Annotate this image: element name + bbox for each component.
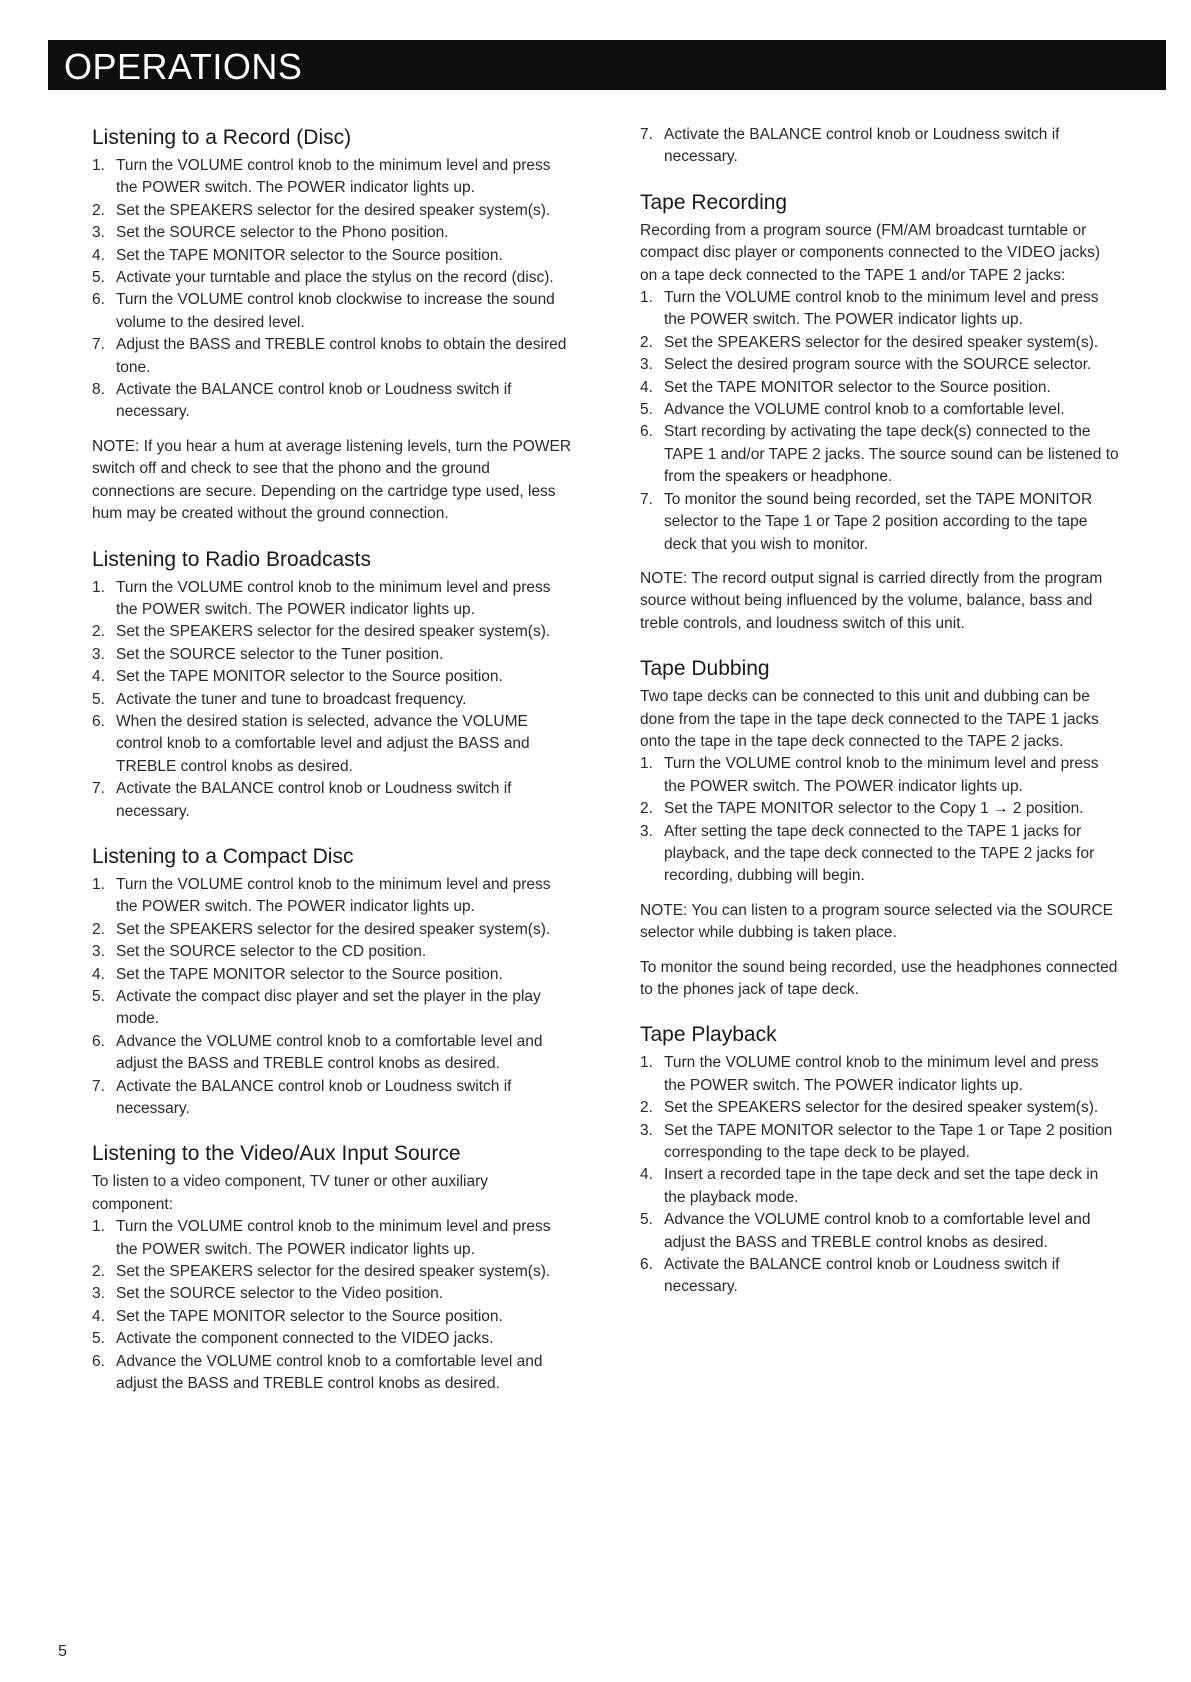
section-title: Tape Playback: [640, 1023, 777, 1047]
step-number: 1.: [640, 1054, 653, 1072]
step-item: [92, 222, 572, 244]
step-text: Set the SOURCE selector to the Video position.: [116, 1285, 444, 1303]
step-number: 7.: [640, 126, 653, 143]
step-text: Activate the BALANCE control knob or Loudness switch if necessary.: [116, 780, 512, 820]
step-item: [640, 1052, 1120, 1097]
step-text: When the desired station is selected, advance the VOLUME control knob to a comfortable level and adjust the BASS and TREBLE control knobs as desired.: [116, 712, 530, 775]
step-text: Set the SPEAKERS selector for the desired speaker system(s).: [664, 1099, 1099, 1117]
step-item: [92, 1351, 572, 1396]
note-label: NOTE:: [640, 901, 688, 919]
step-item: [92, 666, 572, 688]
steps-list: [92, 874, 572, 1120]
step-number: 4.: [92, 965, 105, 983]
step-item: [92, 200, 572, 222]
step-item: [92, 1031, 572, 1076]
step-item: [640, 821, 1120, 888]
section-listening-to-radio-broadcasts: [92, 546, 572, 823]
step-number: 7.: [92, 1077, 105, 1095]
note-label: NOTE:: [92, 437, 140, 455]
step-item: [92, 289, 572, 334]
step-item: [92, 1076, 572, 1121]
step-number: 3.: [640, 822, 653, 840]
step-item: [640, 377, 1120, 399]
step-number: 5.: [640, 1211, 653, 1229]
step-text: After setting the tape deck connected to the TAPE 1 jacks for playback, and the tape deck connected to the TAPE 2 jacks for recording, dubbing will begin.: [664, 822, 1095, 885]
step-number: 2.: [640, 333, 653, 351]
step-item: [640, 287, 1120, 332]
step-text: Set the TAPE MONITOR selector to the Source position.: [664, 378, 1051, 396]
steps-list: [92, 1216, 572, 1395]
step-number: 4.: [640, 378, 653, 396]
step-text: Activate the BALANCE control knob or Loudness switch if necessary.: [664, 1256, 1060, 1296]
step-item: [92, 778, 572, 823]
step-number: 2.: [92, 1263, 105, 1281]
step-item: [640, 332, 1120, 354]
section-intro: To listen to a video component, TV tuner or other auxiliary component:: [92, 1173, 489, 1213]
step-number: 4.: [640, 1166, 653, 1184]
steps-list: [640, 753, 1120, 887]
step-text: Set the SPEAKERS selector for the desired speaker system(s).: [116, 1263, 551, 1281]
page-title: OPERATIONS: [64, 46, 303, 87]
step-item: [92, 379, 572, 424]
step-item: [92, 155, 572, 200]
step-item: [640, 1120, 1120, 1165]
step-text: To monitor the sound being recorded, set the TAPE MONITOR selector to the Tape 1 or Tape 2 position according to the tape deck that you wish to monitor.: [664, 490, 1093, 553]
step-number: 5.: [92, 269, 105, 287]
step-text: Advance the VOLUME control knob to a comfortable level and adjust the BASS and TREBLE control knobs as desired.: [116, 1352, 543, 1393]
step-item: [92, 621, 572, 643]
step-number: 7.: [640, 490, 653, 508]
section-listening-to-the-video-aux-input-source: [92, 1140, 572, 1395]
step-number: 6.: [92, 1352, 105, 1370]
step-text: Turn the VOLUME control knob to the minimum level and press the POWER switch. The POWER indicator lights up.: [116, 875, 551, 916]
section-title: Tape Recording: [640, 190, 788, 214]
step-number: 3.: [92, 224, 105, 242]
right-column: [640, 124, 1120, 1319]
section-tape-recording: [640, 189, 1120, 635]
step-text: Set the TAPE MONITOR selector to the Source position.: [116, 668, 503, 686]
step-item: [92, 334, 572, 379]
step-number: 6.: [92, 1032, 105, 1050]
step-item: [92, 245, 572, 267]
step-text: Set the TAPE MONITOR selector to the Source position.: [116, 246, 503, 264]
step-item: [92, 1306, 572, 1328]
step-text: Activate the tuner and tune to broadcast frequency.: [116, 690, 467, 708]
note-text: If you hear a hum at average listening levels, turn the POWER switch off and check to see that the phono and the ground connections are secure. Depending on the cartridge type used, less hum may be created without the ground connection.: [92, 437, 572, 523]
step-text: Turn the VOLUME control knob to the minimum level and press the POWER switch. The POWER indicator lights up.: [116, 578, 551, 618]
step-text: Set the SPEAKERS selector for the desired speaker system(s).: [664, 333, 1099, 351]
step-item: [640, 354, 1120, 376]
step-number: 6.: [640, 423, 653, 441]
step-text: Adjust the BASS and TREBLE control knobs to obtain the desired tone.: [116, 336, 567, 376]
note: [92, 436, 572, 526]
step-text: Turn the VOLUME control knob clockwise to increase the sound volume to the desired level.: [116, 291, 555, 331]
step-text: Turn the VOLUME control knob to the minimum level and press the POWER switch. The POWER indicator lights up.: [664, 289, 1099, 329]
step-number: 7.: [92, 336, 105, 354]
step-item: [640, 1209, 1120, 1254]
section-continued: [640, 124, 1120, 169]
step-item: [92, 689, 572, 711]
step-text: Activate the BALANCE control knob or Loudness switch if necessary.: [116, 381, 512, 421]
step-number: 5.: [92, 690, 105, 708]
section-title: Tape Dubbing: [640, 657, 770, 681]
step-item: [92, 919, 572, 941]
step-item: [92, 577, 572, 622]
step-number: 2.: [640, 800, 653, 818]
step-text: Activate your turntable and place the stylus on the record (disc).: [116, 269, 554, 287]
step-number: 2.: [92, 201, 105, 219]
step-text: Advance the VOLUME control knob to a comfortable level.: [664, 401, 1065, 419]
section-title: Listening to Radio Broadcasts: [92, 547, 371, 571]
step-number: 4.: [92, 668, 105, 686]
header-bar: [48, 40, 1166, 90]
step-text: Set the SOURCE selector to the Tuner position.: [116, 645, 444, 663]
step-text: Turn the VOLUME control knob to the minimum level and press the POWER switch. The POWER indicator lights up.: [116, 1218, 551, 1258]
step-item: [640, 1097, 1120, 1119]
step-text: Set the SOURCE selector to the Phono position.: [116, 224, 449, 242]
step-text: Select the desired program source with the SOURCE selector.: [664, 356, 1092, 374]
section-title: Listening to a Record (Disc): [92, 126, 352, 149]
step-number: 6.: [640, 1256, 653, 1274]
step-number: 6.: [92, 712, 105, 730]
step-item: [640, 798, 1120, 820]
steps-list: [92, 155, 572, 424]
step-number: 1.: [92, 157, 105, 174]
section-extra: To monitor the sound being recorded, use the headphones connected to the phones jack of tape deck.: [640, 958, 1118, 998]
step-text: Start recording by activating the tape deck(s) connected to the TAPE 1 and/or TAPE 2 jacks. The source sound can be listened to from the speakers or headphone.: [664, 423, 1119, 486]
step-text: Turn the VOLUME control knob to the minimum level and press the POWER switch. The POWER indicator lights up.: [664, 755, 1099, 795]
section-listening-to-a-record-disc: [92, 124, 572, 526]
step-text: Advance the VOLUME control knob to a comfortable level and adjust the BASS and TREBLE control knobs as desired.: [116, 1032, 543, 1073]
section-intro: Recording from a program source (FM/AM broadcast turntable or compact disc player or components connected to the VIDEO jacks) on a tape deck connected to the TAPE 1 and/or TAPE 2 jacks:: [640, 221, 1101, 284]
step-text: Activate the BALANCE control knob or Loudness switch if necessary.: [664, 126, 1060, 166]
step-number: 1.: [640, 289, 653, 307]
step-text: Activate the compact disc player and set the player in the play mode.: [116, 988, 541, 1028]
left-column: [92, 124, 572, 1416]
step-text: Turn the VOLUME control knob to the minimum level and press the POWER switch. The POWER indicator lights up.: [664, 1054, 1099, 1094]
note-label: NOTE:: [640, 569, 688, 587]
step-number: 3.: [92, 1285, 105, 1303]
step-item: [640, 489, 1120, 556]
step-text: Set the TAPE MONITOR selector to the Source position.: [116, 965, 503, 983]
step-item: [92, 874, 572, 919]
step-item: [92, 1283, 572, 1305]
step-text: Set the TAPE MONITOR selector to the Source position.: [116, 1307, 503, 1325]
step-item: [92, 644, 572, 666]
step-number: 1.: [92, 1218, 105, 1236]
step-text: Insert a recorded tape in the tape deck and set the tape deck in the playback mode.: [664, 1166, 1099, 1206]
section-title: Listening to the Video/Aux Input Source: [92, 1142, 461, 1166]
step-item: [92, 1261, 572, 1283]
step-number: 3.: [640, 356, 653, 374]
note-text: You can listen to a program source selected via the SOURCE selector while dubbing is taken place.: [640, 901, 1113, 942]
section-tape-dubbing: [640, 655, 1120, 1001]
note-text: The record output signal is carried directly from the program source without being influenced by the volume, balance, bass and treble controls, and loudness switch of this unit.: [640, 569, 1103, 632]
step-number: 4.: [92, 246, 105, 264]
step-text: Set the TAPE MONITOR selector to the Tape 1 or Tape 2 position corresponding to the tape deck to be played.: [664, 1121, 1113, 1162]
section-tape-playback: [640, 1021, 1120, 1298]
step-item: [640, 753, 1120, 798]
step-item: [92, 711, 572, 778]
section-title: Listening to a Compact Disc: [92, 844, 354, 868]
step-number: 5.: [92, 1330, 105, 1348]
step-number: 1.: [92, 875, 105, 893]
step-number: 6.: [92, 291, 105, 309]
note: [640, 900, 1120, 945]
step-number: 7.: [92, 780, 105, 798]
step-item: [640, 1164, 1120, 1209]
step-item: [92, 1216, 572, 1261]
step-number: 3.: [92, 943, 105, 961]
step-number: 1.: [92, 578, 105, 596]
step-item: [92, 964, 572, 986]
steps-list: [640, 287, 1120, 556]
step-number: 2.: [640, 1099, 653, 1117]
step-item: [640, 421, 1120, 488]
step-text: Set the SPEAKERS selector for the desired speaker system(s).: [116, 623, 551, 641]
section-listening-to-a-compact-disc: [92, 843, 572, 1120]
note: [640, 568, 1120, 635]
step-number: 2.: [92, 920, 105, 938]
steps-list: [640, 124, 1120, 169]
step-item: [640, 1254, 1120, 1299]
step-text: Set the SPEAKERS selector for the desired speaker system(s).: [116, 201, 551, 219]
step-item: [640, 124, 1120, 169]
step-number: 3.: [92, 645, 105, 663]
step-number: 4.: [92, 1307, 105, 1325]
step-number: 2.: [92, 623, 105, 641]
step-text: Activate the BALANCE control knob or Loudness switch if necessary.: [116, 1077, 512, 1118]
step-text: Turn the VOLUME control knob to the minimum level and press the POWER switch. The POWER indicator lights up.: [116, 157, 551, 197]
step-item: [640, 399, 1120, 421]
step-number: 1.: [640, 755, 653, 773]
step-number: 5.: [640, 401, 653, 419]
step-item: [92, 986, 572, 1031]
step-text: Advance the VOLUME control knob to a comfortable level and adjust the BASS and TREBLE control knobs as desired.: [664, 1211, 1091, 1251]
step-text: Set the SOURCE selector to the CD position.: [116, 943, 427, 961]
page-number: 5: [58, 1643, 67, 1660]
step-number: 3.: [640, 1121, 653, 1139]
step-text: Set the SPEAKERS selector for the desired speaker system(s).: [116, 920, 551, 938]
step-item: [92, 941, 572, 963]
step-text: Activate the component connected to the VIDEO jacks.: [116, 1330, 494, 1348]
step-number: 8.: [92, 381, 105, 399]
steps-list: [640, 1052, 1120, 1298]
section-intro: Two tape decks can be connected to this unit and dubbing can be done from the tape in the tape deck connected to the TAPE 1 jacks onto the tape in the tape deck connected to the TAPE 2 jacks.: [640, 688, 1099, 750]
step-text: Set the TAPE MONITOR selector to the Copy 1 → 2 position.: [664, 800, 1084, 818]
steps-list: [92, 577, 572, 823]
step-item: [92, 1328, 572, 1350]
step-item: [92, 267, 572, 289]
step-number: 5.: [92, 988, 105, 1005]
